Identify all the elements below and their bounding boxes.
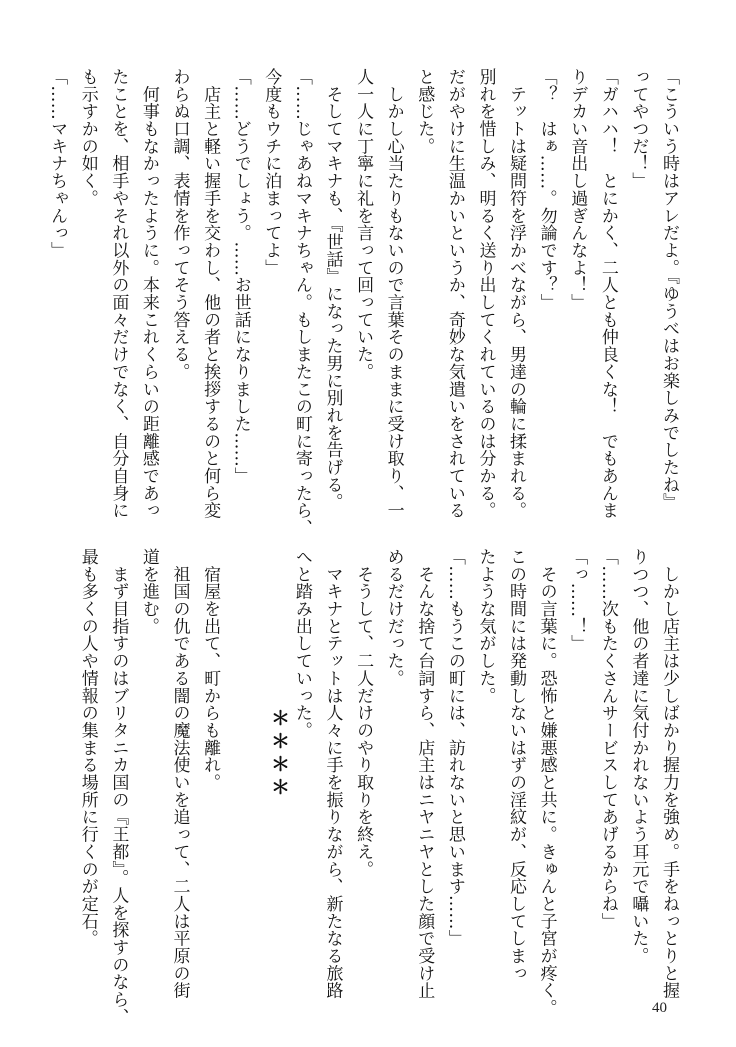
upper-line: だがやけに生温かいというか、奇妙な気遣いをされている: [444, 68, 465, 520]
lower-line: 道を進む。: [138, 548, 159, 635]
upper-line: 「……マキナちゃんっ」: [47, 68, 68, 259]
upper-line: 何事もなかったように。本来これくらいの距離感であっ: [138, 68, 159, 520]
lower-line: [225, 548, 256, 978]
lower-line: まず目指すのはブリタニカ国の『王都』。人を探すのなら、: [108, 548, 129, 1026]
lower-line: マキナとテットは人々に手を振りながら、新たなる旅路: [322, 548, 343, 1000]
lower-line: しかし店主は少しばかり握力を強め。手をねっとりと握: [659, 548, 679, 1000]
upper-line: 別れを惜しみ、明るく送り出してくれているのは分かる。: [475, 68, 496, 520]
scene-separator: ＊＊＊＊: [268, 708, 290, 800]
upper-text-block: [47, 68, 684, 537]
page-number: 40: [652, 1000, 667, 1016]
upper-line: と感じた。: [414, 68, 435, 155]
lower-line: 「……次もたくさんサービスしてあげるからね」: [597, 548, 618, 930]
lower-line: そんな捨て台詞すら、店主はニヤニヤとした顔で受け止: [414, 548, 435, 1000]
upper-line: テットは疑問符を浮かべながら、男達の輪に揉まれる。: [506, 68, 527, 520]
lower-line: 「っ……！」: [567, 548, 588, 653]
upper-line: 「？ はぁ……。勿論です？」: [536, 68, 557, 311]
lower-line: めるだけだった。: [383, 548, 404, 687]
upper-line: りデカい音出し過ぎんなよ！」: [567, 68, 588, 311]
upper-line: 今度もウチに泊まってよ」: [261, 68, 282, 277]
upper-line: そしてマキナも、『世話』になった男に別れを告げる。: [322, 68, 343, 511]
lower-line: たような気がした。: [475, 548, 496, 705]
lower-line: 「……もうこの町には、訪れないと思います……」: [444, 548, 465, 948]
upper-line: 人一人に丁寧に礼を言って回っていた。: [353, 68, 374, 381]
lower-line: そうして、二人だけのやり取りを終え。: [353, 548, 374, 878]
lower-line: その言葉に。恐怖と嫌悪感と共に。きゅんと子宮が疼く。: [536, 548, 557, 1017]
upper-line: 「……じゃあねマキナちゃん。もしまたこの町に寄ったら、: [291, 68, 312, 537]
upper-line: 「……どうでしょう。……お世話になりました……」: [230, 68, 251, 485]
upper-line: も示すかの如く。: [77, 68, 98, 207]
lower-line: この時間には発動しないはずの淫紋が、反応してしまっ: [506, 548, 527, 982]
upper-line: 「ガハハ！ とにかく、二人とも仲良くな！ でもあんま: [597, 68, 618, 520]
lower-line: 宿屋を出て、町からも離れ。: [200, 548, 221, 791]
upper-line: 店主と軽い握手を交わし、他の者と挨拶するのと何ら変: [200, 68, 221, 520]
lower-line: りつつ、他の者達に気付かれないよう耳元で囁いた。: [628, 548, 649, 965]
upper-line: たことを、相手やそれ以外の面々だけでなく、自分自身に: [108, 68, 129, 520]
upper-line: 「こういう時はアレだよ。『ゆうべはお楽しみでしたね』: [659, 68, 679, 511]
upper-line: ってやつだ！」: [628, 68, 649, 190]
lower-line: 最も多くの人や情報の集まる場所に行くのが定石。: [77, 548, 98, 948]
upper-line: しかし心当たりもないので言葉そのままに受け取り、一: [383, 68, 404, 520]
lower-line: へと踏み出していった。: [291, 548, 312, 739]
lower-line: 祖国の仇である闇の魔法使いを追って、二人は平原の街: [169, 548, 190, 1000]
upper-line: わらぬ口調、表情を作ってそう答える。: [169, 68, 190, 381]
